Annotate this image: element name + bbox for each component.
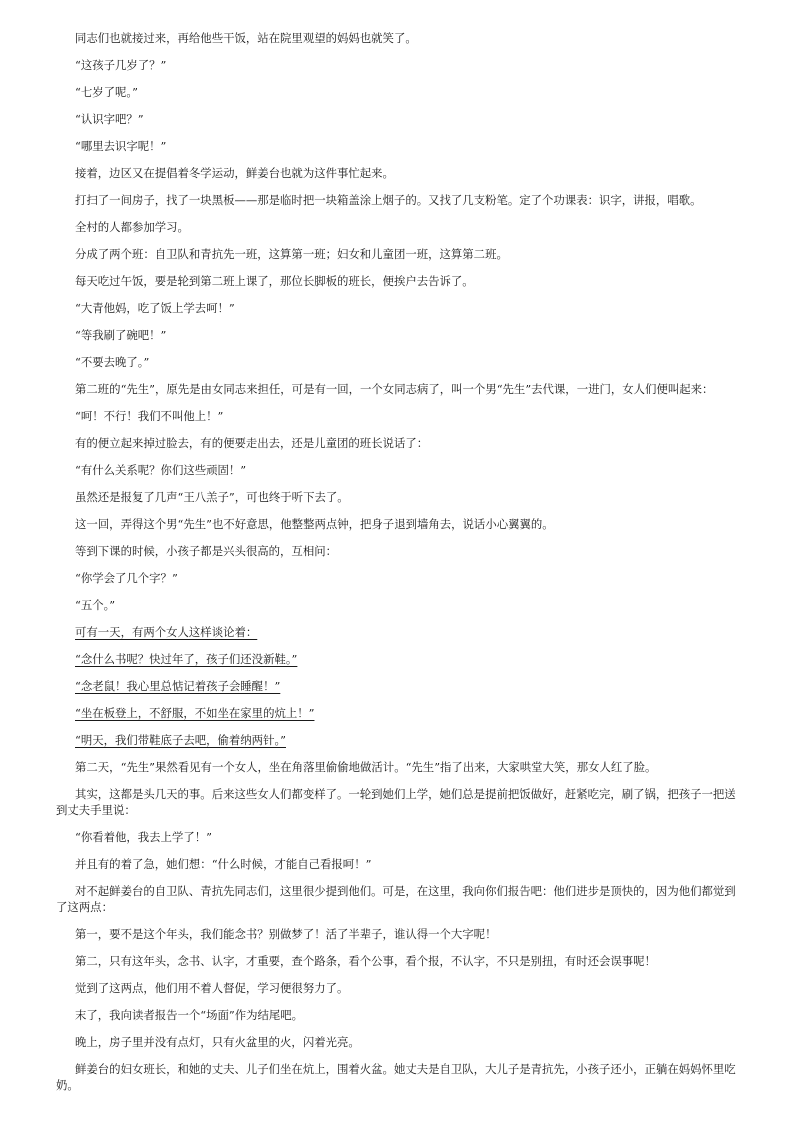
paragraph: “你学会了几个字？” — [75, 571, 178, 585]
paragraph: “认识字吧？” — [75, 112, 144, 126]
underlined-text: “坐在板登上，不舒服，不如坐在家里的炕上！” — [75, 706, 315, 720]
underlined-text: “念老鼠！我心里总惦记着孩子会睡醒！” — [75, 679, 281, 693]
paragraph: 虽然还是报复了几声“王八羔子”，可也终于听下去了。 — [75, 490, 349, 504]
paragraph: “呵！不行！我们不叫他上！” — [75, 409, 224, 423]
paragraph: 这一回，弄得这个男“先生”也不好意思，他整整两点钟，把身子退到墙角去，说话小心翼翼的。 — [75, 517, 554, 531]
paragraph — [56, 651, 740, 667]
underlined-text: 可有一天，有两个女人这样谈论着： — [75, 625, 258, 639]
paragraph: “你看着他，我去上学了！” — [75, 830, 212, 844]
paragraph — [56, 705, 740, 721]
paragraph: 其实，这都是头几天的事。后来这些女人们都变样了。一轮到她们上学，她们总是提前把饭做好，赶紧吃完，刷了锅，把孩子一把送到丈夫手里说： — [56, 787, 736, 817]
paragraph: “不要去晚了。” — [75, 355, 150, 369]
paragraph: 接着，边区又在提倡着冬学运动，鲜姜台也就为这件事忙起来。 — [75, 166, 394, 180]
paragraph: “等我刷了碗吧！” — [75, 328, 167, 342]
paragraph: “大青他妈，吃了饭上学去呵！” — [75, 301, 235, 315]
paragraph: 有的便立起来掉过脸去，有的便要走出去，还是儿童团的班长说话了： — [75, 436, 429, 450]
paragraph: 第二班的“先生”，原先是由女同志来担任，可是有一回，一个女同志病了，叫一个男“先生”去代课，一进门，女人们便叫起来： — [75, 382, 714, 396]
underlined-text: “念什么书呢？快过年了，孩子们还没新鞋。” — [75, 652, 298, 666]
paragraph — [56, 678, 740, 694]
paragraph: 全村的人都参加学习。 — [75, 220, 189, 234]
paragraph: 同志们也就接过来，再给他些干饭，站在院里观望的妈妈也就笑了。 — [75, 31, 417, 45]
paragraph: 并且有的着了急，她们想：“什么时候，才能自己看报呵！” — [75, 857, 372, 871]
paragraph: “哪里去识字呢！” — [75, 139, 167, 153]
paragraph: 鲜姜台的妇女班长，和她的丈夫、儿子们坐在炕上，围着火盆。她丈夫是自卫队，大儿子是青抗先，小孩子还小，正躺在妈妈怀里吃奶。 — [56, 1062, 736, 1092]
paragraph: 对不起鲜姜台的自卫队、青抗先同志们，这里很少提到他们。可是，在这里，我向你们报告吧：他们进步是顶快的，因为他们都觉到了这两点： — [56, 884, 736, 914]
paragraph: 每天吃过午饭，要是轮到第二班上课了，那位长脚板的班长，便挨户去告诉了。 — [75, 274, 474, 288]
paragraph — [56, 624, 740, 640]
paragraph: 晚上，房子里并没有点灯，只有火盆里的火，闪着光亮。 — [75, 1035, 360, 1049]
paragraph: “有什么关系呢？你们这些顽固！” — [75, 463, 247, 477]
paragraph: “五个。” — [75, 598, 116, 612]
paragraph: 打扫了一间房子，找了一块黑板——那是临时把一块箱盖涂上烟子的。又找了几支粉笔。定了个功课表：识字，讲报，唱歌。 — [75, 193, 702, 207]
paragraph: 第一，要不是这个年头，我们能念书？别做梦了！活了半辈子，谁认得一个大字呢！ — [75, 927, 497, 941]
paragraph: 觉到了这两点，他们用不着人督促，学习便很努力了。 — [75, 981, 349, 995]
paragraph: “七岁了呢。” — [75, 85, 138, 99]
paragraph: “这孩子几岁了？” — [75, 58, 167, 72]
paragraph: 第二，只有这年头，念书、认字，才重要，查个路条，看个公事，看个报，不认字，不只是别扭，有时还会误事呢！ — [75, 954, 656, 968]
underlined-text: “明天，我们带鞋底子去吧，偷着纳两针。” — [75, 733, 286, 747]
paragraph: 分成了两个班：自卫队和青抗先一班，这算第一班；妇女和儿童团一班，这算第二班。 — [75, 247, 508, 261]
paragraph: 末了，我向读者报告一个“场面”作为结尾吧。 — [75, 1008, 304, 1022]
paragraph — [56, 732, 740, 748]
paragraph: 第二天，“先生”果然看见有一个女人，坐在角落里偷偷地做活计。“先生”指了出来，大家哄堂大笑，那女人红了脸。 — [75, 760, 657, 774]
document-body — [56, 30, 740, 1104]
paragraph: 等到下课的时候，小孩子都是兴头很高的，互相问： — [75, 544, 337, 558]
